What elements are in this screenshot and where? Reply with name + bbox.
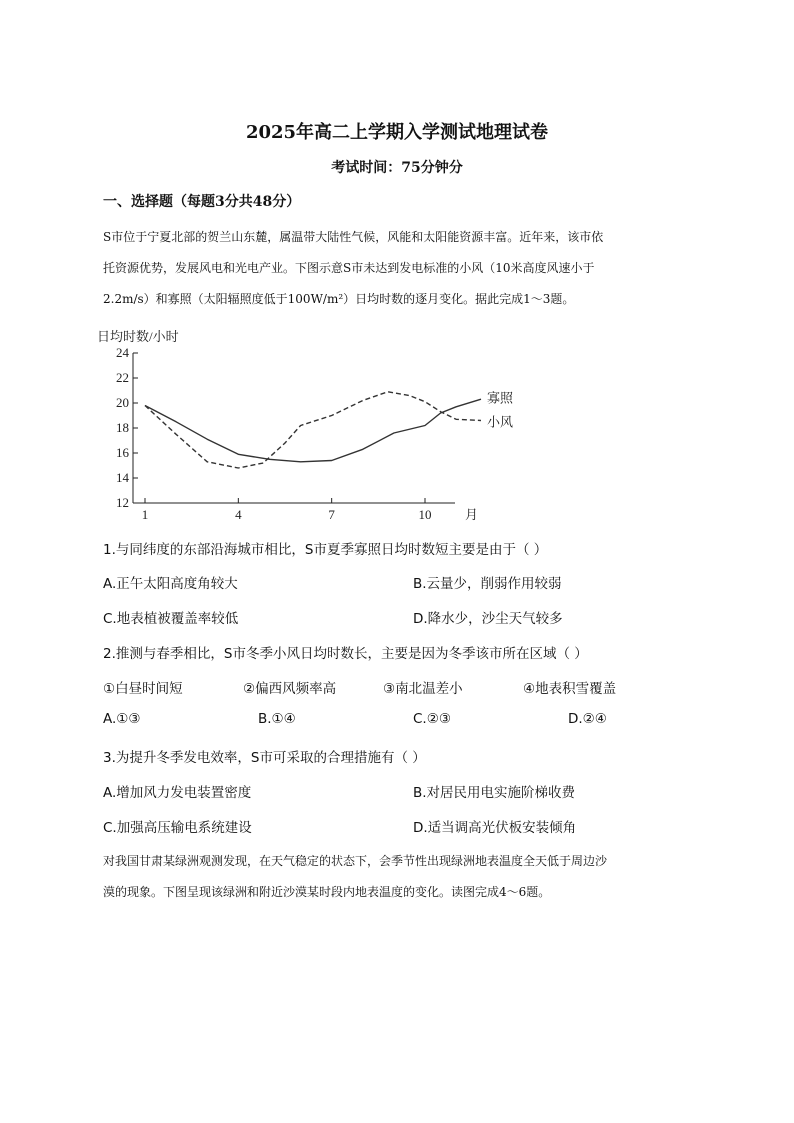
x-tick-label: 4 (235, 507, 242, 522)
q2-item-1: ①白昼时间短 (103, 681, 183, 697)
y-tick-label: 14 (116, 470, 129, 485)
q1-option-d[interactable]: D.降水少，沙尘天气较多 (413, 611, 563, 627)
question-2-stem: 2.推测与春季相比，S市冬季小风日均时数长，主要是因为冬季该市所在区域（ ） (103, 646, 588, 662)
y-tick-label: 18 (116, 420, 129, 435)
passage-2 (103, 846, 693, 908)
question-3-stem: 3.为提升冬季发电效率，S市可采取的合理措施有（ ） (103, 750, 426, 766)
q2-option-b[interactable]: B.①④ (258, 711, 296, 727)
q1-option-b[interactable]: B.云量少，削弱作用较弱 (413, 576, 562, 592)
x-tick-label: 7 (328, 507, 335, 522)
passage-line: 托资源优势，发展风电和光电产业。下图示意S市未达到发电标准的小风（10米高度风速小于 (103, 261, 595, 275)
q1-option-a[interactable]: A.正午太阳高度角较大 (103, 576, 238, 592)
q1-option-c[interactable]: C.地表植被覆盖率较低 (103, 611, 239, 627)
q2-item-3: ③南北温差小 (383, 681, 463, 697)
y-tick-label: 22 (116, 370, 129, 385)
monthly-hours-chart (95, 325, 514, 525)
y-tick-label: 20 (116, 395, 129, 410)
passage-line: S市位于宁夏北部的贺兰山东麓，属温带大陆性气候，风能和太阳能资源丰富。近年来，该市依 (103, 230, 604, 244)
section-heading: 一、选择题（每题3分共48分） (103, 194, 301, 210)
passage-line: 漠的现象。下图呈现该绿洲和附近沙漠某时段内地表温度的变化。读图完成4～6题。 (103, 885, 551, 899)
y-tick-label: 16 (116, 445, 129, 460)
series-label: 小风 (487, 414, 514, 430)
q2-option-d[interactable]: D.②④ (568, 711, 607, 727)
q3-option-d[interactable]: D.适当调高光伏板安装倾角 (413, 820, 577, 836)
page-title: 2025年高二上学期入学测试地理试卷 (245, 122, 549, 143)
passage-1 (103, 222, 693, 315)
series-line-low-sunshine (145, 399, 481, 462)
q2-option-c[interactable]: C.②③ (413, 711, 451, 727)
y-tick-label: 12 (116, 495, 129, 510)
q2-option-a[interactable]: A.①③ (103, 711, 141, 727)
y-axis-label: 日均时数/小时 (97, 329, 179, 344)
series-line-light-wind (145, 392, 481, 468)
q3-option-c[interactable]: C.加强高压输电系统建设 (103, 820, 252, 836)
y-tick-label: 24 (116, 345, 129, 360)
q3-option-b[interactable]: B.对居民用电实施阶梯收费 (413, 785, 576, 801)
x-tick-label: 10 (418, 507, 432, 522)
q2-item-2: ②偏西风频率高 (243, 681, 337, 697)
q3-option-a[interactable]: A.增加风力发电装置密度 (103, 785, 252, 801)
x-tick-label: 1 (141, 507, 149, 522)
question-1-stem: 1.与同纬度的东部沿海城市相比，S市夏季寡照日均时数短主要是由于（ ） (103, 542, 548, 558)
exam-time: 考试时间：75分钟分 (331, 160, 463, 176)
passage-line: 2.2m/s）和寡照（太阳辐照度低于100W/m²）日均时数的逐月变化。据此完成1～3题。 (103, 292, 575, 306)
x-axis-label: 月 (465, 507, 479, 522)
series-label: 寡照 (487, 390, 514, 406)
q2-item-4: ④地表积雪覆盖 (523, 681, 617, 697)
passage-line: 对我国甘肃某绿洲观测发现，在天气稳定的状态下，会季节性出现绿洲地表温度全天低于周边沙 (103, 854, 608, 868)
